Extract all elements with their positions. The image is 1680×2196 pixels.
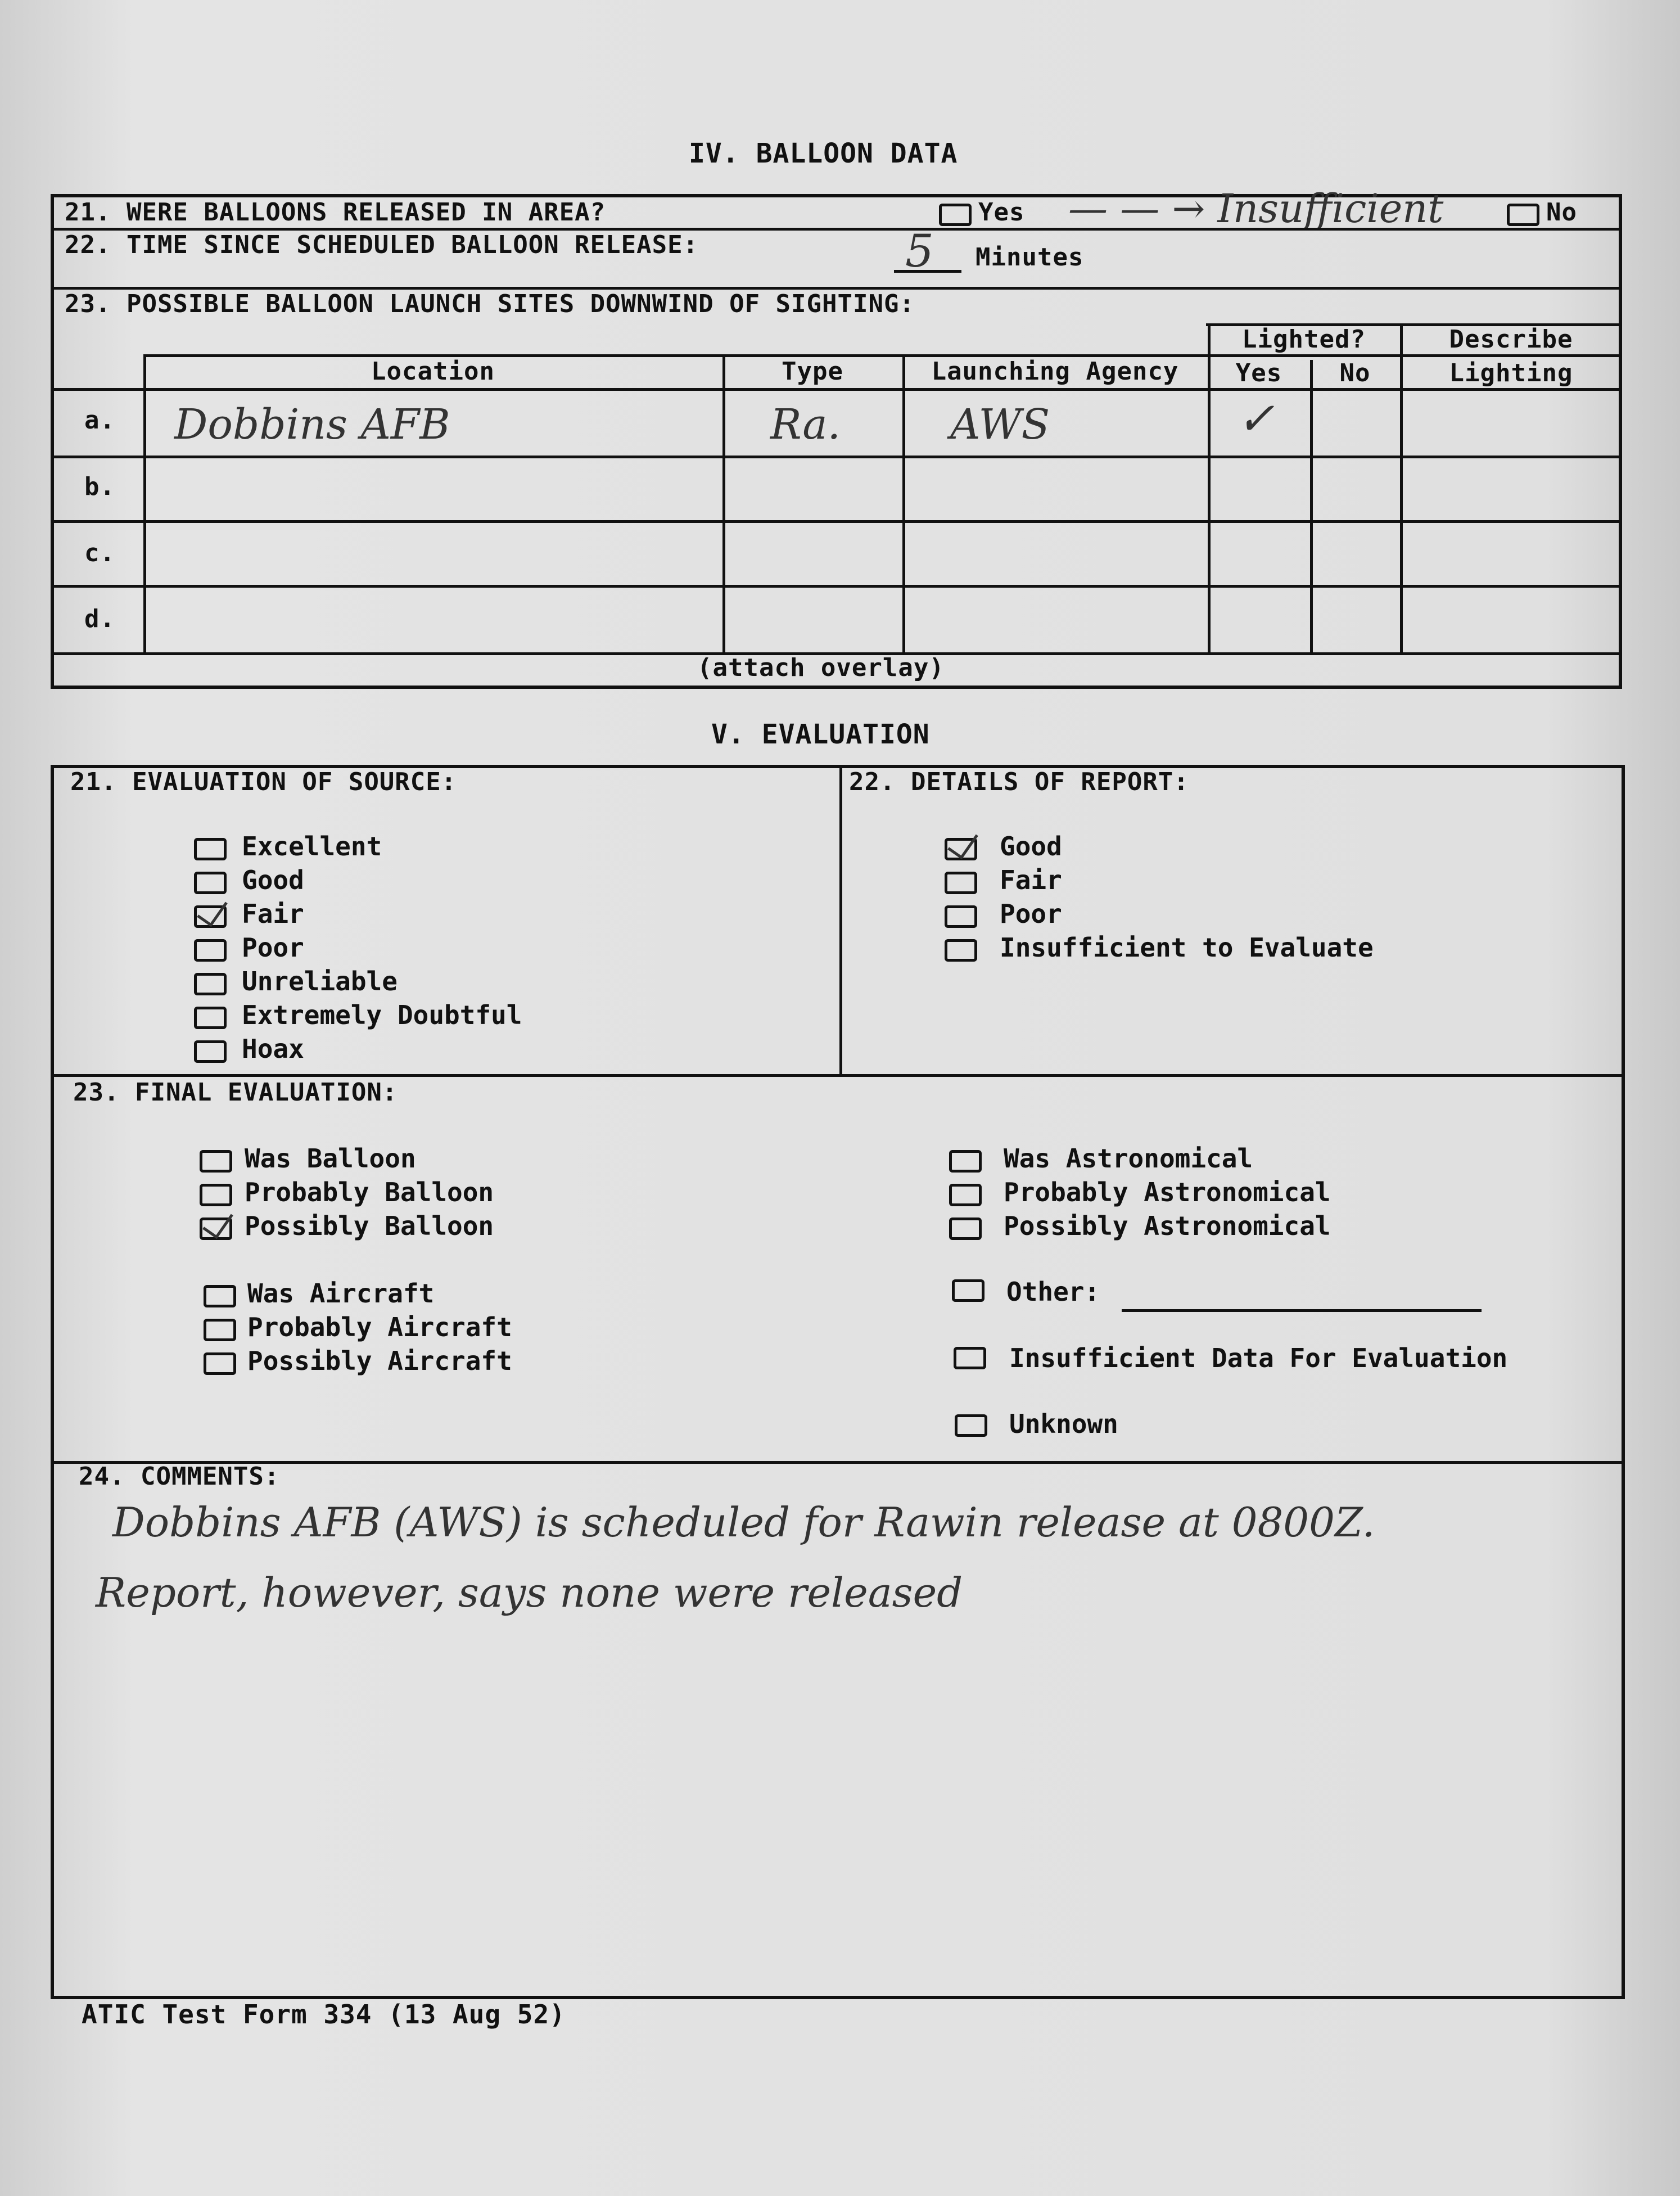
other-checkbox[interactable] [952,1279,984,1302]
q22-minutes-unit: Minutes [976,243,1084,272]
unknown-label: Unknown [1009,1409,1118,1439]
details-good-label: Good [1000,831,1062,862]
header-lighting: Lighting [1449,359,1573,387]
details-report-label: 22. DETAILS OF REPORT: [849,768,1189,796]
row-d-letter: d. [84,605,115,633]
source-good-checkbox[interactable] [194,872,227,894]
source-poor-checkbox[interactable] [194,939,227,962]
other-label: Other: [1006,1277,1100,1307]
eval-source-label: 21. EVALUATION OF SOURCE: [70,768,457,796]
q21-yes-label: Yes [978,198,1025,227]
probably-aircraft-label: Probably Aircraft [247,1312,512,1342]
was-aircraft-checkbox[interactable] [204,1285,236,1307]
details-fair-label: Fair [1000,865,1062,895]
probably-astronomical-checkbox[interactable] [949,1184,982,1206]
unknown-checkbox[interactable] [955,1414,987,1437]
header-launching-agency: Launching Agency [931,357,1179,386]
section-iv-title: IV. BALLOON DATA [689,138,958,169]
q22-minutes-value: 5 [905,225,934,277]
q23-launch-sites-label: 23. POSSIBLE BALLOON LAUNCH SITES DOWNWIND OF SIGHTING: [65,290,915,318]
details-poor-label: Poor [1000,899,1062,929]
header-type: Type [782,357,843,386]
source-unreliable-label: Unreliable [242,966,398,996]
insufficient-data-label: Insufficient Data For Evaluation [1009,1343,1508,1373]
source-unreliable-checkbox[interactable] [194,973,227,995]
source-excellent-label: Excellent [242,831,382,862]
row-b-letter: b. [84,472,115,501]
q21-handwritten-answer: — — → Insufficient [1068,186,1444,232]
other-blank-line[interactable] [1122,1309,1482,1312]
q21-yes-checkbox[interactable] [939,204,972,226]
row-a-lighted-yes: ✓ [1237,393,1275,445]
header-lighted-yes: Yes [1235,359,1282,387]
possibly-balloon-label: Possibly Balloon [245,1211,494,1241]
details-poor-checkbox[interactable] [945,905,977,928]
header-describe: Describe [1449,325,1573,354]
probably-aircraft-checkbox[interactable] [204,1319,236,1341]
source-excellent-checkbox[interactable] [194,838,227,860]
details-good-checkbox[interactable] [945,838,977,860]
comments-line-1: Dobbins AFB (AWS) is scheduled for Rawin release at 0800Z. [112,1499,1375,1546]
insufficient-data-checkbox[interactable] [954,1347,986,1369]
possibly-aircraft-checkbox[interactable] [204,1352,236,1375]
header-location: Location [371,357,495,386]
comments-label: 24. COMMENTS: [79,1462,280,1491]
source-extremely-doubtful-label: Extremely Doubtful [242,1000,522,1030]
source-fair-label: Fair [242,899,304,929]
comments-line-2: Report, however, says none were released [96,1569,963,1616]
attach-overlay-note: (attach overlay) [697,653,945,682]
row-a-location: Dobbins AFB [174,400,450,449]
final-eval-label: 23. FINAL EVALUATION: [73,1078,398,1107]
possibly-astronomical-checkbox[interactable] [949,1218,982,1240]
header-lighted-no: No [1339,359,1371,387]
possibly-balloon-checkbox[interactable] [200,1218,232,1240]
was-balloon-label: Was Balloon [245,1143,416,1174]
row-a-type: Ra. [770,400,841,449]
details-insufficient-label: Insufficient to Evaluate [1000,932,1374,963]
row-c-letter: c. [84,539,115,567]
header-lighted: Lighted? [1242,325,1366,354]
q21-no-checkbox[interactable] [1507,204,1539,226]
was-balloon-checkbox[interactable] [200,1150,232,1173]
form-id-footer: ATIC Test Form 334 (13 Aug 52) [82,1999,566,2030]
row-a-letter: a. [84,406,115,435]
was-astronomical-label: Was Astronomical [1004,1143,1253,1174]
was-aircraft-label: Was Aircraft [247,1278,435,1309]
source-fair-checkbox[interactable] [194,905,227,928]
possibly-aircraft-label: Possibly Aircraft [247,1346,512,1376]
row-a-agency: AWS [950,400,1050,449]
source-hoax-checkbox[interactable] [194,1040,227,1063]
source-hoax-label: Hoax [242,1034,304,1064]
q21-no-label: No [1546,198,1577,227]
source-extremely-doubtful-checkbox[interactable] [194,1007,227,1029]
q21-balloons-released-label: 21. WERE BALLOONS RELEASED IN AREA? [65,198,606,227]
probably-balloon-label: Probably Balloon [245,1177,494,1207]
source-poor-label: Poor [242,932,304,963]
details-insufficient-checkbox[interactable] [945,939,977,962]
probably-balloon-checkbox[interactable] [200,1184,232,1206]
details-fair-checkbox[interactable] [945,872,977,894]
probably-astronomical-label: Probably Astronomical [1004,1177,1331,1207]
q22-time-label: 22. TIME SINCE SCHEDULED BALLOON RELEASE: [65,231,699,259]
possibly-astronomical-label: Possibly Astronomical [1004,1211,1331,1241]
source-good-label: Good [242,865,304,895]
was-astronomical-checkbox[interactable] [949,1150,982,1173]
section-v-title: V. EVALUATION [711,719,930,750]
